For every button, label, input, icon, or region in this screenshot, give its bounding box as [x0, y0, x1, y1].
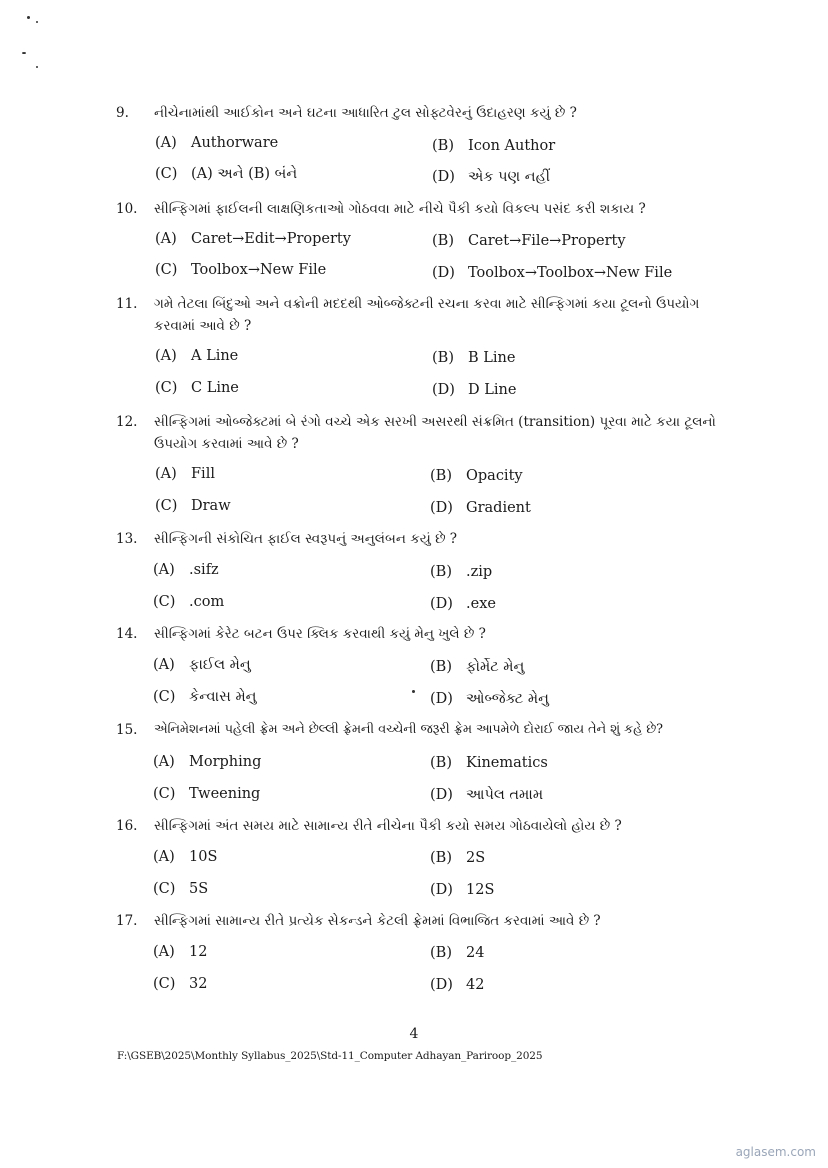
option-label: (D) — [430, 882, 453, 898]
option-label: (D) — [432, 382, 455, 398]
option-b — [432, 231, 626, 251]
question-15 — [116, 719, 716, 741]
question-17 — [116, 910, 721, 932]
option-text: .sifz — [189, 562, 219, 578]
question-13 — [116, 528, 721, 550]
question-12 — [116, 411, 721, 455]
option-b — [430, 753, 548, 773]
option-d — [432, 167, 550, 187]
option-c — [153, 784, 260, 804]
scan-speck — [36, 21, 38, 23]
option-text: ઓબ્જેક્ટ મેનુ — [466, 691, 549, 707]
option-text: A Line — [191, 348, 239, 364]
option-label: (C) — [155, 166, 178, 182]
option-c — [155, 164, 297, 184]
question-text: એનિમેશનમાં પહેલી ફ્રેમ અને છેલ્લી ફ્રેમની વચ્ચેની જરૂરી ફ્રેમ આપમેળે દોરાઈ જાય તેને શું કહે છે? — [154, 722, 664, 737]
question-number: 16. — [116, 818, 138, 834]
option-a — [155, 229, 351, 249]
option-text: Caret→Edit→Property — [191, 231, 351, 247]
option-label: (C) — [155, 498, 178, 514]
question-text: સીન્ફિગમાં ઓબ્જેક્ટમાં બે રંગો વચ્ચે એક સરખી અસરથી સંક્રમિત (transition) પૂરવા માટે કયા ટૂલનો ઉપયોગ કરવામાં આવે છે ? — [154, 414, 716, 452]
option-c — [155, 496, 231, 516]
question-number: 15. — [116, 722, 138, 738]
question-text: નીચેનામાંથી આઈકોન અને ઘટના આધારિત ટુલ સોફ્ટવેરનું ઉદાહરણ કયું છે ? — [154, 105, 577, 121]
option-label: (D) — [432, 265, 455, 281]
option-text: ફાઈલ મેનુ — [189, 657, 251, 673]
option-c — [155, 260, 326, 280]
option-text: C Line — [191, 380, 239, 396]
option-d — [430, 689, 549, 709]
option-text: Icon Author — [468, 138, 556, 154]
option-text: 24 — [466, 945, 485, 961]
option-text: 2S — [466, 850, 486, 866]
option-c — [153, 687, 256, 707]
option-b — [430, 943, 484, 963]
option-label: (B) — [430, 755, 452, 771]
option-a — [155, 133, 278, 153]
option-label: (C) — [153, 881, 176, 897]
option-d — [430, 880, 494, 900]
question-number: 12. — [116, 414, 138, 430]
question-number: 10. — [116, 201, 138, 217]
option-text: 10S — [189, 849, 218, 865]
option-a — [153, 847, 217, 867]
option-c — [153, 592, 224, 612]
question-text: ગમે તેટલા બિંદુઓ અને વક્રોની મદદથી ઓબ્જેક્ટની રચના કરવા માટે સીન્ફિગમાં કયા ટૂલનો ઉપયોગ કરવામાં આવે છે ? — [154, 296, 700, 334]
option-d — [430, 498, 531, 518]
option-c — [155, 378, 239, 398]
option-text: 12S — [466, 882, 495, 898]
scan-speck — [27, 16, 30, 19]
option-label: (D) — [430, 787, 453, 803]
option-text: (A) અને (B) બંને — [191, 166, 298, 182]
option-label: (D) — [430, 596, 453, 612]
option-text: કેન્વાસ મેનુ — [189, 689, 257, 705]
option-text: Tweening — [189, 786, 261, 802]
option-label: (A) — [153, 944, 175, 960]
question-text: સીન્ફિગમાં સામાન્ય રીતે પ્રત્યેક સેકન્ડને કેટલી ફ્રેમમાં વિભાજિત કરવામાં આવે છે ? — [154, 913, 601, 929]
option-a — [153, 752, 261, 772]
option-text: B Line — [468, 350, 516, 366]
question-number: 14. — [116, 626, 138, 642]
option-text: Kinematics — [466, 755, 548, 771]
question-text: સીન્ફિગમાં અંત સમય માટે સામાન્ય રીતે નીચેના પૈકી કયો સમય ગોઠવાયેલો હોય છે ? — [154, 818, 622, 834]
option-label: (B) — [432, 138, 454, 154]
option-label: (C) — [153, 786, 176, 802]
option-d — [432, 263, 672, 283]
option-text: 42 — [466, 977, 485, 993]
option-b — [430, 466, 523, 486]
option-label: (B) — [430, 564, 452, 580]
option-text: Authorware — [191, 135, 279, 151]
option-text: આપેલ તમામ — [466, 787, 544, 803]
option-b — [432, 136, 555, 156]
option-label: (B) — [430, 659, 452, 675]
option-label: (A) — [153, 849, 175, 865]
option-label: (B) — [430, 468, 452, 484]
option-c — [153, 974, 207, 994]
option-text: Gradient — [466, 500, 531, 516]
option-b — [430, 562, 492, 582]
option-text: Morphing — [189, 754, 262, 770]
question-16 — [116, 815, 721, 837]
footer-file-path: F:\GSEB\2025\Monthly Syllabus_2025\Std-11_Computer Adhayan_Pariroop_2025 — [117, 1050, 543, 1062]
question-number: 13. — [116, 531, 138, 547]
page-number: 4 — [409, 1026, 419, 1042]
scan-speck — [22, 52, 26, 54]
question-number: 11. — [116, 296, 138, 312]
watermark: aglasem.com — [735, 1145, 816, 1159]
option-d — [432, 380, 516, 400]
option-a — [153, 655, 251, 675]
option-a — [155, 346, 238, 366]
option-label: (A) — [153, 657, 175, 673]
question-text: સીન્ફિગમાં કેરેટ બટન ઉપર ક્લિક કરવાથી કયું મેનુ ખુલે છે ? — [154, 626, 486, 642]
question-10 — [116, 198, 721, 220]
option-c — [153, 879, 208, 899]
option-label: (A) — [155, 231, 177, 247]
option-text: 12 — [189, 944, 208, 960]
option-label: (D) — [430, 500, 453, 516]
option-text: એક પણ નહીં — [468, 169, 551, 185]
option-d — [430, 785, 543, 805]
option-label: (A) — [155, 348, 177, 364]
option-text: D Line — [468, 382, 517, 398]
option-label: (B) — [432, 350, 454, 366]
option-a — [155, 464, 215, 484]
question-text: સીન્ફિગની સંકોચિત ફાઈલ સ્વરૂપનું અનુલંબન કયું છે ? — [154, 531, 458, 547]
question-text: સીન્ફિગમાં ફાઈલની લાક્ષણિકતાઓ ગોઠવવા માટે નીચે પૈકી કયો વિકલ્પ પસંદ કરી શકાય ? — [154, 201, 646, 217]
option-d — [430, 975, 484, 995]
option-a — [153, 560, 219, 580]
option-text: Draw — [191, 498, 231, 514]
option-text: 5S — [189, 881, 209, 897]
option-label: (A) — [155, 466, 177, 482]
option-text: .exe — [466, 596, 496, 612]
question-9 — [116, 102, 721, 124]
scan-speck — [36, 66, 38, 68]
option-label: (A) — [155, 135, 177, 151]
option-label: (B) — [430, 945, 452, 961]
option-label: (C) — [153, 689, 176, 705]
option-text: Toolbox→Toolbox→New File — [468, 265, 673, 281]
option-text: ફોર્મેટ મેનુ — [466, 659, 525, 675]
option-d — [430, 594, 496, 614]
option-label: (D) — [432, 169, 455, 185]
option-label: (B) — [432, 233, 454, 249]
option-label: (A) — [153, 562, 175, 578]
option-text: Toolbox→New File — [191, 262, 327, 278]
question-14 — [116, 623, 721, 645]
option-label: (C) — [153, 594, 176, 610]
option-label: (C) — [155, 262, 178, 278]
option-a — [153, 942, 207, 962]
option-b — [432, 348, 515, 368]
option-label: (C) — [155, 380, 178, 396]
option-text: Fill — [191, 466, 215, 482]
option-text: Caret→File→Property — [468, 233, 626, 249]
option-label: (B) — [430, 850, 452, 866]
question-11 — [116, 293, 721, 337]
question-number: 17. — [116, 913, 138, 929]
option-b — [430, 657, 524, 677]
option-text: .com — [189, 594, 225, 610]
option-text: 32 — [189, 976, 208, 992]
scan-speck — [412, 690, 415, 693]
option-text: Opacity — [466, 468, 523, 484]
option-b — [430, 848, 485, 868]
option-label: (D) — [430, 977, 453, 993]
option-label: (C) — [153, 976, 176, 992]
option-label: (D) — [430, 691, 453, 707]
option-label: (A) — [153, 754, 175, 770]
question-number: 9. — [116, 105, 129, 121]
option-text: .zip — [466, 564, 493, 580]
